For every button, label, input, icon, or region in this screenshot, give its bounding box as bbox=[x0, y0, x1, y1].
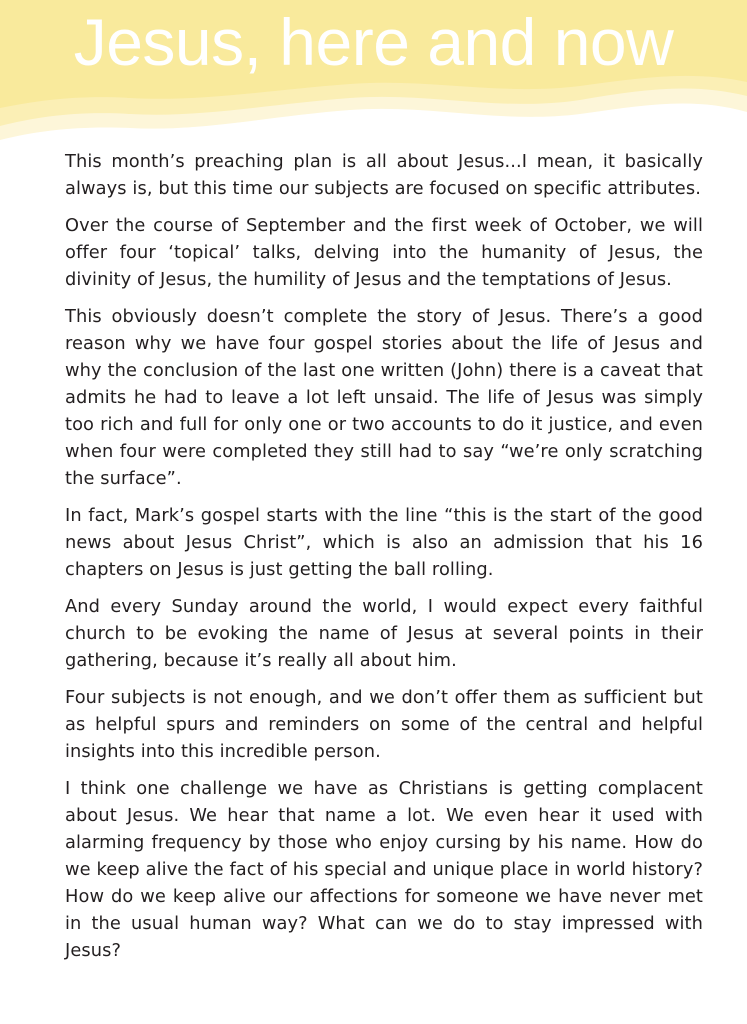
article-body bbox=[65, 148, 703, 974]
paragraph: In fact, Mark’s gospel starts with the line “this is the start of the good news about Jesus Christ”, which is also an admission that his 16 chapters on Jesus is just getting the ball rolling. bbox=[65, 505, 703, 580]
page-title: Jesus, here and now bbox=[73, 5, 674, 79]
paragraph: This obviously doesn’t complete the story of Jesus. There’s a good reason why we have four gospel stories about the life of Jesus and why the conclusion of the last one written (John) there is a caveat that admits he had to leave a lot left unsaid. The life of Jesus was simply too rich and full for only one or two accounts to do it justice, and even when four were completed they still had to say “we’re only scratching the surface”. bbox=[65, 306, 703, 489]
paragraph: Over the course of September and the first week of October, we will offer four ‘topical’ talks, delving into the humanity of Jesus, the divinity of Jesus, the humility of Jesus and the temptations of Jesus. bbox=[65, 215, 703, 290]
paragraph: This month’s preaching plan is all about Jesus...I mean, it basically always is, but this time our subjects are focused on specific attributes. bbox=[65, 151, 703, 199]
paragraph: And every Sunday around the world, I would expect every faithful church to be evoking the name of Jesus at several points in their gathering, because it’s really all about him. bbox=[65, 596, 703, 671]
paragraph: Four subjects is not enough, and we don’t offer them as sufficient but as helpful spurs and reminders on some of the central and helpful insights into this incredible person. bbox=[65, 687, 703, 762]
paragraph: I think one challenge we have as Christians is getting complacent about Jesus. We hear that name a lot. We even hear it used with alarming frequency by those who enjoy cursing by his name. How do we keep alive the fact of his special and unique place in world history? How do we keep alive our affections for someone we have never met in the usual human way? What can we do to stay impressed with Jesus? bbox=[65, 778, 703, 961]
header-banner bbox=[0, 0, 747, 150]
